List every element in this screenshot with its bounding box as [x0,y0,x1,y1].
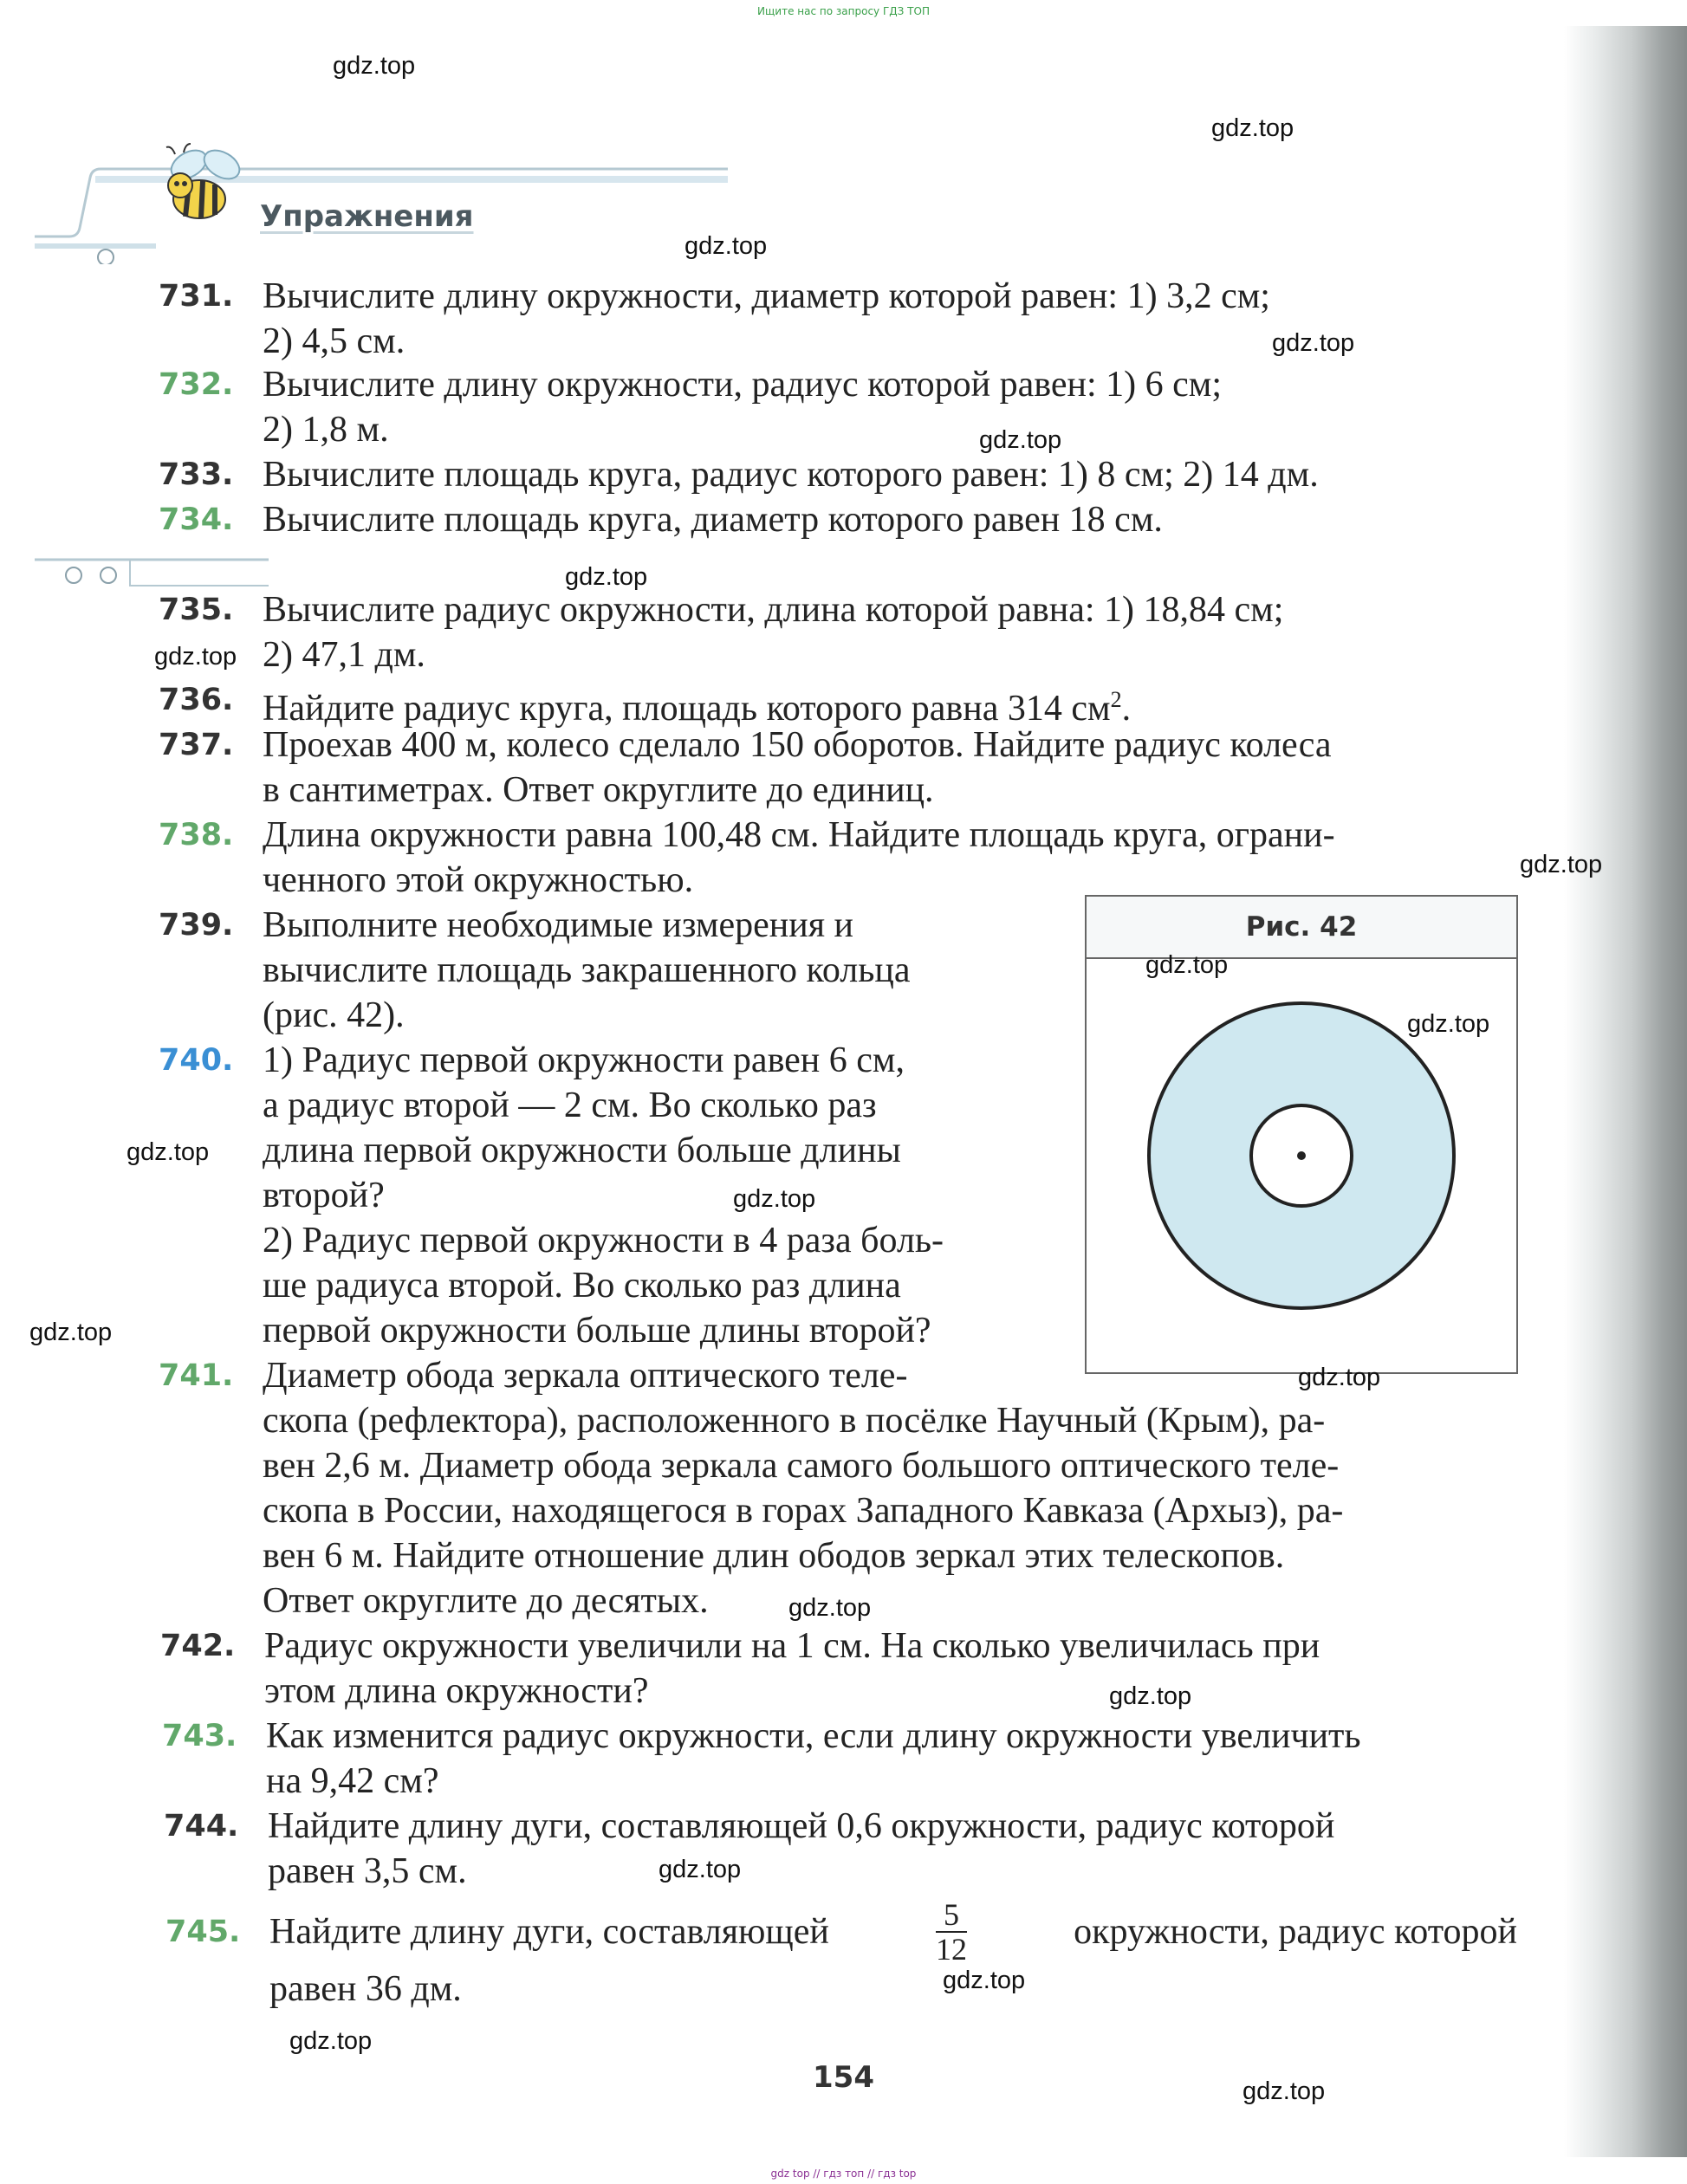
exercise-text: Вычислите площадь круга, диаметр которого равен 18 см. [263,500,1163,540]
exercise-text: вычислите площадь закрашенного кольца [263,950,911,990]
exercise-text: 2) 47,1 дм. [263,635,425,675]
exercise-text: Вычислите длину окружности, диаметр которой равен: 1) 3,2 см; [263,276,1270,316]
exercise-number: 734. [159,502,234,537]
exercise-text: второй? [263,1176,385,1215]
exercise-text: вен 6 м. Найдите отношение длин ободов зеркал этих телескопов. [263,1536,1285,1576]
exercise-text: Вычислите площадь круга, радиус которого равен: 1) 8 см; 2) 14 дм. [263,455,1319,495]
exercise-text [269,1897,1517,1967]
exercise-text: ченного этой окружностью. [263,860,694,900]
fraction-denominator: 12 [935,1932,967,1967]
exercise-741 [159,1353,1515,1623]
exercise-text: Проехав 400 м, колесо сделало 150 оборотов. Найдите радиус колеса [263,725,1332,765]
watermark: gdz.top [1211,114,1294,142]
exercise-text: Диаметр обода зеркала оптического теле- [263,1356,908,1396]
exercise-text: ше радиуса второй. Во сколько раз длина [263,1266,901,1306]
figure-caption: Рис. 42 [1087,897,1516,959]
exercise-text: на 9,42 см? [266,1761,439,1801]
exercise-number: 745. [165,1915,241,1949]
watermark: gdz.top [685,232,768,260]
exercise-737 [159,723,1510,813]
watermark: gdz.top [659,1856,742,1883]
watermark: gdz.top [289,2027,373,2055]
exercise-number: 743. [162,1719,237,1753]
exercise-text: Выполните необходимые измерения и [263,905,854,945]
exercise-number: 733. [159,457,234,492]
watermark: gdz.top [733,1185,816,1213]
exercise-text-before: Найдите длину дуги, составляющей [269,1912,829,1952]
watermark: gdz.top [333,52,416,80]
top-tagline[interactable]: Ищите нас по запросу ГДЗ ТОП [757,5,930,17]
watermark: gdz.top [1298,1364,1381,1391]
exercise-text: равен 36 дм. [269,1969,462,2009]
exercise-number: 738. [159,818,234,852]
exercise-739 [159,903,1025,1038]
watermark: gdz.top [29,1319,113,1346]
exercise-number: 742. [160,1629,236,1663]
exercise-text: Вычислите длину окружности, радиус которой равен: 1) 6 см; [263,365,1223,405]
watermark: gdz.top [565,563,648,591]
fraction-numerator: 5 [936,1898,967,1933]
exercise-number: 739. [159,908,234,943]
watermark: gdz.top [127,1138,210,1166]
exercise-number: 737. [159,728,234,762]
exercise-733 [159,452,1510,497]
exercise-text: в сантиметрах. Ответ округлите до единиц. [263,770,934,810]
superscript: 2 [1110,687,1122,712]
page-spine-shadow [1564,26,1687,2157]
fraction [936,1898,967,1966]
exercise-number: 732. [159,367,234,402]
watermark: gdz.top [1243,2077,1326,2105]
exercise-number: 741. [159,1358,234,1393]
exercise-text: равен 3,5 см. [268,1851,467,1891]
exercise-742 [160,1623,1516,1714]
exercise-text: длина первой окружности больше длины [263,1131,901,1170]
watermark: gdz.top [1109,1682,1192,1710]
exercise-text: Ответ округлите до десятых. [263,1581,709,1621]
page-number: 154 [813,2060,874,2095]
exercise-text: скопа в России, находящегося в горах Западного Кавказа (Архыз), ра- [263,1491,1344,1531]
exercise-738 [159,813,1510,903]
footer-links[interactable]: gdz top // гдз топ // гдз top [770,2168,917,2180]
exercise-text: 2) 4,5 см. [263,321,406,361]
exercise-744 [164,1804,1520,1894]
exercise-text: первой окружности больше длины второй? [263,1311,931,1351]
exercise-text-tail: . [1121,689,1132,729]
exercise-text: 2) Радиус первой окружности в 4 раза боль- [263,1221,944,1260]
watermark: gdz.top [1145,951,1229,979]
exercise-number: 740. [159,1043,234,1078]
bee-mascot-icon [154,139,250,234]
difficulty-separator [35,554,269,589]
center-point [1297,1151,1306,1160]
watermark: gdz.top [1407,1010,1490,1038]
watermark: gdz.top [979,426,1062,454]
exercise-732 [159,362,1510,452]
exercise-number: 731. [159,279,234,314]
exercise-number: 736. [159,683,234,717]
section-title: Упражнения [260,199,474,234]
exercise-743 [162,1714,1518,1804]
exercise-text: Радиус окружности увеличили на 1 см. На сколько увеличилась при [264,1626,1320,1666]
watermark: gdz.top [1272,329,1355,357]
exercise-text-main: Найдите радиус круга, площадь которого равна 314 см [263,689,1111,729]
exercise-734 [159,497,1510,542]
exercise-745 [165,1897,1522,2012]
exercise-text: а радиус второй — 2 см. Во сколько раз [263,1086,877,1125]
watermark: gdz.top [1520,851,1603,878]
exercise-text: (рис. 42). [263,995,405,1035]
watermark: gdz.top [788,1594,872,1622]
exercise-text-after: окружности, радиус которой [1074,1912,1517,1952]
exercise-text: этом длина окружности? [264,1671,649,1711]
exercise-number: 744. [164,1809,239,1844]
exercise-text: Найдите длину дуги, составляющей 0,6 окружности, радиус которой [268,1806,1335,1846]
exercise-text: 2) 1,8 м. [263,410,389,450]
exercise-text: вен 2,6 м. Диаметр обода зеркала самого большого оптического теле- [263,1446,1340,1486]
exercise-text: Вычислите радиус окружности, длина которой равна: 1) 18,84 см; [263,590,1284,630]
exercise-text: скопа (рефлектора), расположенного в посёлке Научный (Крым), ра- [263,1401,1326,1441]
exercise-text: 1) Радиус первой окружности равен 6 см, [263,1040,905,1080]
exercise-text: Длина окружности равна 100,48 см. Найдите площадь круга, ограни- [263,815,1335,855]
watermark: gdz.top [154,643,237,671]
watermark: gdz.top [943,1967,1026,1994]
exercise-text: Как изменится радиус окружности, если длину окружности увеличить [266,1716,1361,1756]
exercise-number: 735. [159,593,234,627]
